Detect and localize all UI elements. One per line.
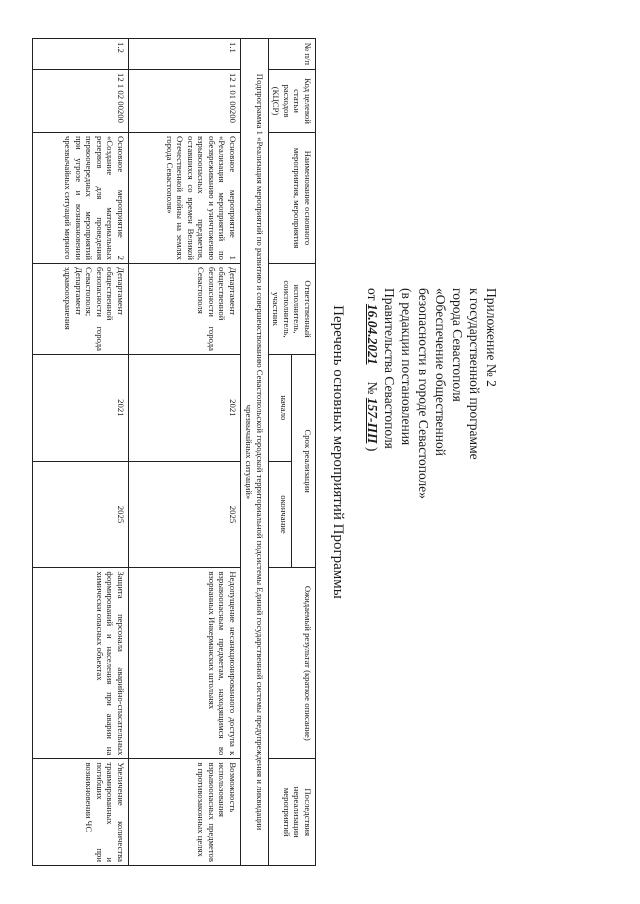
header-period: Срок реализации xyxy=(292,355,316,568)
annex-line: города Севастополя xyxy=(450,288,465,402)
cell-start: 2021 xyxy=(33,355,129,462)
annex-number: 157-ПП xyxy=(365,397,380,444)
cell-responsible: Департамент общественной безопасности города Севастополя xyxy=(129,264,241,355)
header-responsible: Ответственный исполнитель, соисполнитель, участник xyxy=(269,264,316,355)
subprogram-title: Подпрограмма 1 «Реализация мероприятий по развитию и совершенствованию Севастопольской городской территориальной подсистемы Единой государственной системы предупреждения и ликвидации чрезвычайных ситуаций» xyxy=(241,39,269,866)
cell-start: 2021 xyxy=(129,355,241,462)
annex-line: к государственной программе xyxy=(467,288,482,460)
cell-end: 2025 xyxy=(129,461,241,568)
cell-num: 1.2 xyxy=(33,39,129,70)
header-num: № п/п xyxy=(269,39,316,70)
annex-date-prefix: от xyxy=(365,288,380,301)
cell-result: Защита персонала аварийно-спасательных формирований и населения при аварии на химически опасных объектах xyxy=(33,568,129,759)
cell-num: 1.1 xyxy=(129,39,241,70)
annex-line: безопасности в городе Севастополе» xyxy=(416,288,431,499)
annex-date-suffix: ) xyxy=(365,446,380,452)
table-row xyxy=(129,39,241,866)
cell-name: Основное мероприятие 1 «Реализация мероприятий по обезвреживанию и уничтожению взрывоопасных предметов, оставшихся со времен Великой Отечественной войны на землях города Севастополя» xyxy=(129,133,241,264)
annex-line: «Обеспечение общественной xyxy=(433,288,448,456)
subprogram-row xyxy=(241,39,269,866)
annex-line: Приложение № 2 xyxy=(484,288,499,387)
cell-responsible: Департамент общественной безопасности города Севастополя; Департамент здравоохранения xyxy=(33,264,129,355)
header-result: Ожидаемый результат (краткое описание) xyxy=(269,568,316,759)
annex-line: Правительства Севастополя xyxy=(382,288,397,449)
annex-block xyxy=(364,288,500,628)
measures-table xyxy=(32,38,316,866)
cell-result: Недопущение несанкционированного доступа к взрывоопасным предметам, находящимся во взорванных Инкерманских штольнях xyxy=(129,568,241,759)
cell-consequences: Возможность использования взрывоопасных предметов в противозаконных целях xyxy=(129,759,241,866)
annex-date: 16.04.2021 xyxy=(365,303,380,365)
page-title: Перечень основных мероприятий Программы xyxy=(330,305,346,599)
table-row xyxy=(33,39,129,866)
header-name: Наименование основного мероприятия, мероприятия xyxy=(269,133,316,264)
cell-end: 2025 xyxy=(33,461,129,568)
header-code: Код целевой статьи расходов (КЦСР) xyxy=(269,70,316,133)
header-end: окончание xyxy=(269,461,293,568)
cell-name: Основное мероприятие 2 «Создание материальных резервов для проведения первоочередных мероприятий при угрозе и возникновении чрезвычайных ситуаций мирного xyxy=(33,133,129,264)
cell-code: 12 1 01 00200 xyxy=(129,70,241,133)
cell-code: 12 1 02 00200 xyxy=(33,70,129,133)
annex-date-line xyxy=(364,288,381,628)
cell-consequences: Увеличение количества травмированных и погибших при возникновении ЧС xyxy=(33,759,129,866)
header-start: начало xyxy=(269,355,293,462)
annex-number-prefix: № xyxy=(365,381,380,395)
annex-line: (в редакции постановления xyxy=(399,288,414,446)
table-header-row xyxy=(292,39,316,866)
header-consequences: Последствия нереализации мероприятий xyxy=(269,759,316,866)
